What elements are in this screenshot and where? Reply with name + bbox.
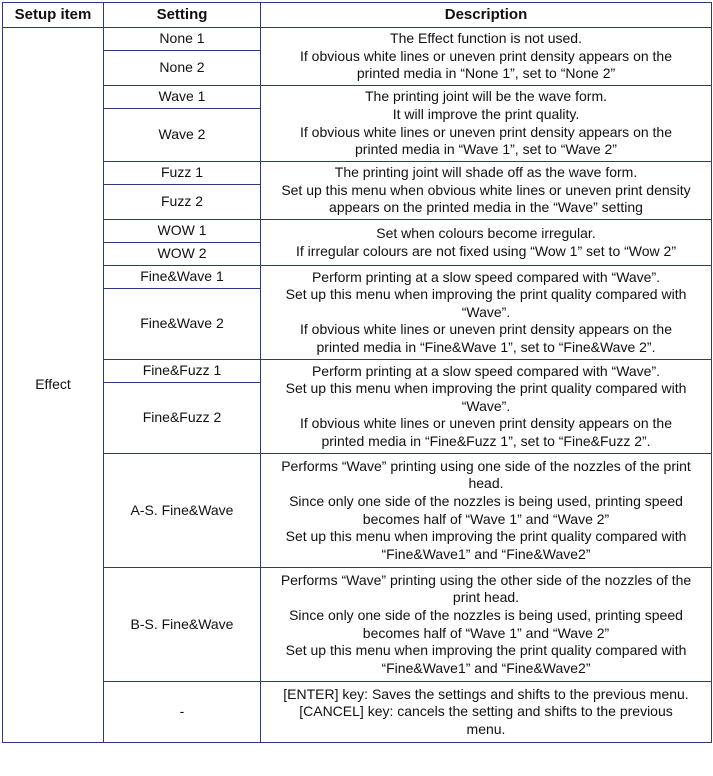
description-line: Set when colours become irregular. — [376, 224, 596, 241]
setting-cell: None 1 — [104, 28, 261, 51]
description-line: If obvious white lines or uneven print density appears on the — [299, 321, 672, 338]
description-line: Perform printing at a slow speed compared with “Wave”. — [311, 268, 661, 285]
description-line: Set up this menu when improving the print quality compared with — [285, 286, 687, 303]
description-line: The printing joint will be the wave form. — [365, 88, 607, 105]
table-row — [3, 360, 712, 383]
description-line: Set up this menu when improving the print quality compared with — [285, 380, 687, 397]
description-line: It will improve the print quality. — [392, 105, 580, 122]
header-row — [3, 3, 712, 28]
setting-cell: Fine&Wave 1 — [104, 266, 261, 289]
setting-cell: - — [104, 682, 261, 743]
description-line: becomes half of “Wave 1” and “Wave 2” — [362, 624, 610, 641]
description-cell — [261, 682, 712, 743]
description-cell — [261, 568, 712, 682]
description-line: “Fine&Wave1” and “Fine&Wave2” — [381, 545, 591, 562]
table-row — [3, 28, 712, 51]
table-row — [3, 86, 712, 109]
description-cell — [261, 28, 712, 86]
description-line: Performs “Wave” printing using the other side of the nozzles of the — [280, 571, 692, 588]
description-line: print head. — [452, 589, 520, 606]
table-row — [3, 454, 712, 568]
description-line: Since only one side of the nozzles is being used, printing speed — [289, 492, 683, 509]
description-line: Set up this menu when obvious white lines or uneven print density — [281, 181, 691, 198]
description-line: Perform printing at a slow speed compared with “Wave”. — [311, 362, 661, 379]
description-line: Performs “Wave” printing using one side of the nozzles of the print — [281, 457, 691, 474]
description-line: Set up this menu when improving the print quality compared with — [285, 528, 687, 545]
description-line: Set up this menu when improving the print quality compared with — [285, 642, 687, 659]
description-line: [CANCEL] key: cancels the setting and shifts to the previous — [299, 703, 673, 720]
description-line: If obvious white lines or uneven print density appears on the — [299, 415, 672, 432]
description-line: The Effect function is not used. — [390, 30, 582, 47]
description-line: printed media in “Fine&Fuzz 1”, set to “Fine&Fuzz 2”. — [321, 432, 651, 449]
setup-item-effect: Effect — [3, 28, 104, 743]
header-setup-item: Setup item — [3, 3, 104, 28]
description-line: “Wave”. — [461, 303, 511, 320]
description-line: [ENTER] key: Saves the settings and shifts to the previous menu. — [283, 685, 689, 702]
description-line: The printing joint will shade off as the wave form. — [334, 164, 638, 181]
table-row — [3, 162, 712, 185]
description-line: printed media in “Fine&Wave 1”, set to “Fine&Wave 2”. — [316, 338, 656, 355]
description-line: If obvious white lines or uneven print density appears on the — [299, 123, 672, 140]
setting-cell: None 2 — [104, 51, 261, 86]
setting-cell: Wave 1 — [104, 86, 261, 109]
description-cell — [261, 162, 712, 220]
setting-cell: Fuzz 2 — [104, 185, 261, 220]
setting-cell: Fuzz 1 — [104, 162, 261, 185]
description-line: If obvious white lines or uneven print density appears on the — [299, 47, 672, 64]
description-cell — [261, 266, 712, 360]
description-line: becomes half of “Wave 1” and “Wave 2” — [362, 510, 610, 527]
description-cell — [261, 454, 712, 568]
header-setting: Setting — [104, 3, 261, 28]
setting-cell: Fine&Wave 2 — [104, 289, 261, 360]
table-row — [3, 266, 712, 289]
description-cell — [261, 360, 712, 454]
description-line: printed media in “Wave 1”, set to “Wave 2” — [355, 141, 617, 158]
setting-cell: Fine&Fuzz 1 — [104, 360, 261, 383]
description-line: appears on the printed media in the “Wave” setting — [329, 199, 643, 216]
description-cell — [261, 86, 712, 162]
effect-settings-table — [2, 2, 712, 743]
description-line: head. — [468, 475, 504, 492]
description-line: Since only one side of the nozzles is being used, printing speed — [289, 606, 683, 623]
setting-cell: Wave 2 — [104, 109, 261, 162]
description-line: printed media in “None 1”, set to “None 2” — [356, 65, 616, 82]
setting-cell: Fine&Fuzz 2 — [104, 383, 261, 454]
setting-cell: WOW 2 — [104, 243, 261, 266]
table-row — [3, 568, 712, 682]
description-line: If irregular colours are not fixed using “Wow 1” set to “Wow 2” — [296, 242, 676, 259]
setting-cell: B-S. Fine&Wave — [104, 568, 261, 682]
description-line: “Wave”. — [461, 397, 511, 414]
setting-cell: WOW 1 — [104, 220, 261, 243]
description-line: menu. — [466, 720, 506, 737]
description-line: “Fine&Wave1” and “Fine&Wave2” — [381, 659, 591, 676]
table-row — [3, 220, 712, 243]
header-description: Description — [261, 3, 712, 28]
description-cell — [261, 220, 712, 266]
table-row — [3, 682, 712, 743]
setting-cell: A-S. Fine&Wave — [104, 454, 261, 568]
